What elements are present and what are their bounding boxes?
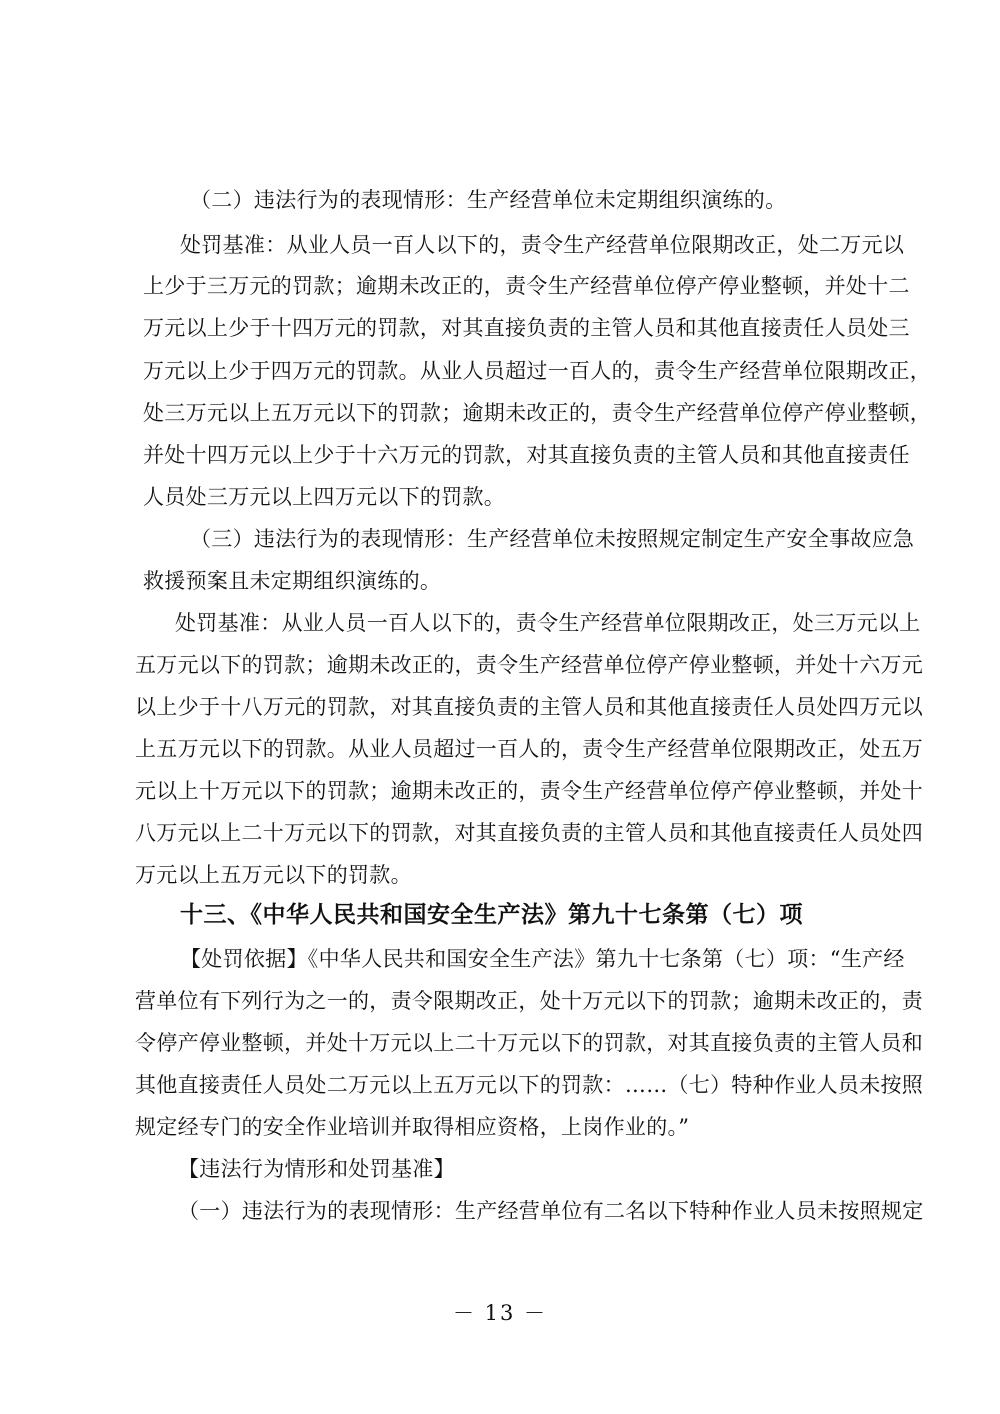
section-heading: 十三、《中华人民共和国安全生产法》第九十七条第（七）项 [180, 901, 803, 928]
paragraph-line: 五万元以下的罚款；逾期未改正的，责令生产经营单位停产停业整顿，并处十六万元 [135, 653, 924, 677]
paragraph-line: （三）违法行为的表现情形：生产经营单位未按照规定制定生产安全事故应急 [190, 527, 915, 551]
paragraph-line: 八万元以上二十万元以下的罚款，对其直接负责的主管人员和其他直接责任人员处四 [135, 821, 924, 845]
paragraph-line: 其他直接责任人员处二万元以上五万元以下的罚款：……（七）特种作业人员未按照 [135, 1073, 924, 1097]
paragraph-line: 处三万元以上五万元以下的罚款；逾期未改正的，责令生产经营单位停产停业整顿， [143, 401, 932, 425]
paragraph-line: 万元以上少于四万元的罚款。从业人员超过一百人的，责令生产经营单位限期改正， [143, 359, 932, 383]
paragraph-line: 救援预案且未定期组织演练的。 [143, 569, 442, 593]
paragraph-line: 并处十四万元以上少于十六万元的罚款，对其直接负责的主管人员和其他直接责任 [143, 443, 910, 467]
paragraph-line: 上少于三万元的罚款；逾期未改正的，责令生产经营单位停产停业整顿，并处十二 [143, 274, 910, 298]
paragraph-line: 营单位有下列行为之一的，责令限期改正，处十万元以下的罚款；逾期未改正的，责 [135, 989, 924, 1013]
paragraph-line: 万元以上少于十四万元的罚款，对其直接负责的主管人员和其他直接责任人员处三 [143, 316, 910, 340]
paragraph-line: 上五万元以下的罚款。从业人员超过一百人的，责令生产经营单位限期改正，处五万 [135, 737, 924, 761]
paragraph-line: 元以上十万元以下的罚款；逾期未改正的，责令生产经营单位停产停业整顿，并处十 [135, 779, 924, 803]
page-number: － 13 － [452, 1301, 548, 1325]
subsection-label: 【违法行为情形和处罚基准】 [178, 1157, 455, 1181]
paragraph-line: 处罚基准：从业人员一百人以下的，责令生产经营单位限期改正，处二万元以 [180, 233, 905, 257]
paragraph-line: 【处罚依据】《中华人民共和国安全生产法》第九十七条第（七）项：“生产经 [180, 947, 905, 971]
paragraph-line: 万元以上五万元以下的罚款。 [135, 863, 412, 887]
paragraph-line: 处罚基准：从业人员一百人以下的，责令生产经营单位限期改正，处三万元以上 [175, 611, 921, 635]
paragraph-line: 令停产停业整顿，并处十万元以上二十万元以下的罚款，对其直接负责的主管人员和 [135, 1031, 924, 1055]
paragraph-line: 人员处三万元以上四万元以下的罚款。 [143, 485, 506, 509]
paragraph-line: （一）违法行为的表现情形：生产经营单位有二名以下特种作业人员未按照规定 [178, 1199, 924, 1223]
paragraph-line: （二）违法行为的表现情形：生产经营单位未定期组织演练的。 [190, 188, 787, 212]
paragraph-line: 规定经专门的安全作业培训并取得相应资格，上岗作业的。” [135, 1115, 690, 1139]
paragraph-line: 以上少于十八万元的罚款，对其直接负责的主管人员和其他直接责任人员处四万元以 [135, 695, 924, 719]
